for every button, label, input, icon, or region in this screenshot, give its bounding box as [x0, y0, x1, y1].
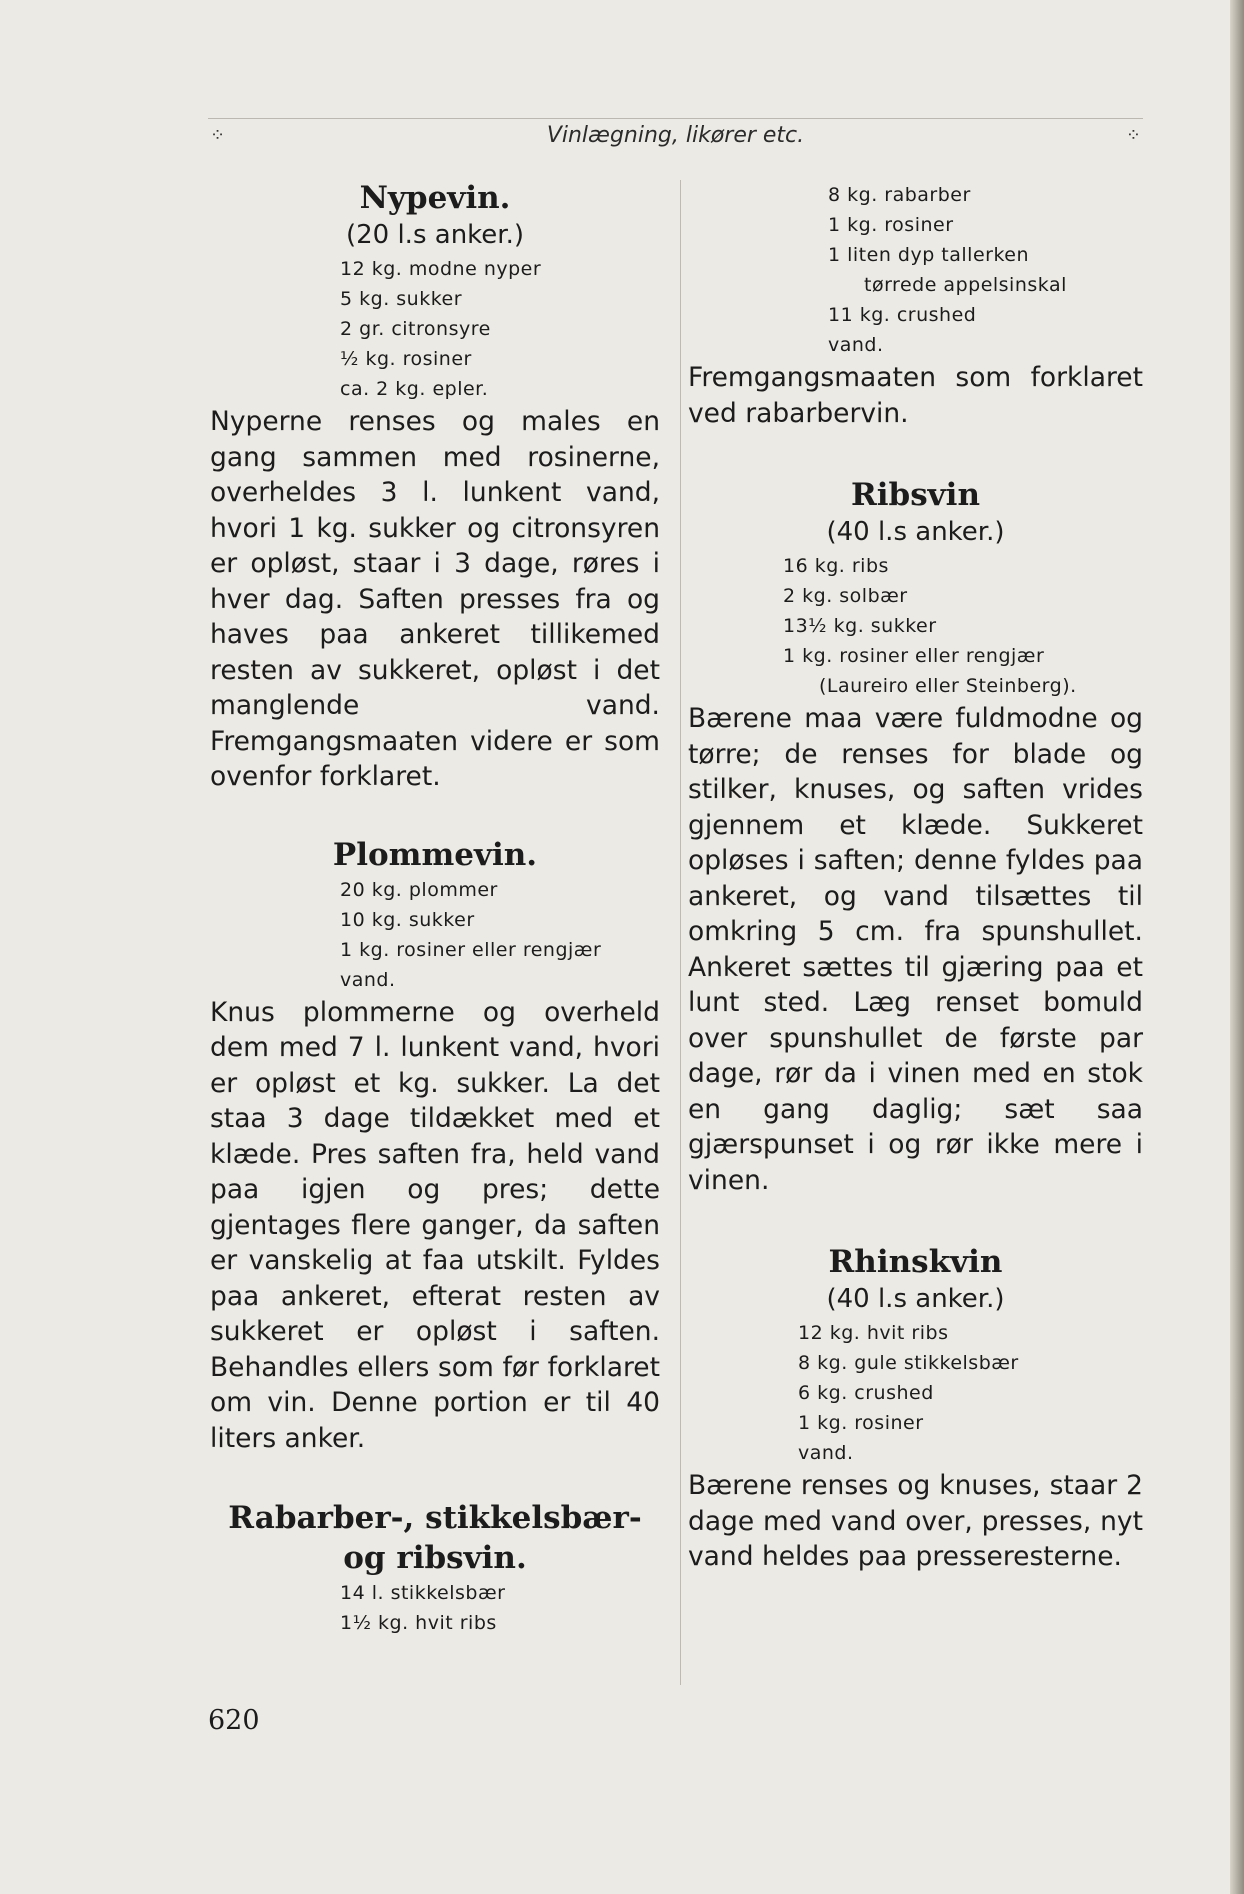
- recipe-title: Rhinskvin: [828, 1244, 1003, 1280]
- right-column: [688, 180, 1143, 1575]
- ingredient: 8 kg. gule stikkelsbær: [798, 1352, 1019, 1374]
- ingredient: 1 kg. rosiner eller rengjær: [340, 938, 602, 961]
- recipe-plommevin: [210, 835, 660, 1457]
- recipe-rabarber-continued: [688, 180, 1143, 431]
- ingredient: 1 kg. rosiner: [798, 1412, 924, 1434]
- ingredient: vand.: [340, 968, 396, 991]
- ingredient-list: [688, 1318, 1143, 1468]
- ingredient: 11 kg. crushed: [828, 304, 977, 326]
- recipe-ribsvin: [688, 475, 1143, 1198]
- ingredient: 20 kg. plommer: [340, 878, 498, 901]
- running-header: [208, 118, 1143, 153]
- page-number: 620: [208, 1705, 260, 1736]
- ingredient: tørrede appelsinskal: [864, 274, 1067, 296]
- recipe-rhinskvin: [688, 1242, 1143, 1575]
- ingredient-list: [210, 875, 660, 995]
- ingredient-list: [210, 254, 660, 404]
- running-header-title: Vinlægning, likører etc.: [546, 123, 805, 148]
- ingredient: ca. 2 kg. epler.: [340, 378, 489, 400]
- recipe-subtitle: (40 l.s anker.): [826, 1284, 1005, 1314]
- recipe-title: Nypevin.: [359, 180, 511, 216]
- ingredient: (Laureiro eller Steinberg).: [819, 675, 1077, 697]
- ingredient: 1½ kg. hvit ribs: [340, 1612, 497, 1634]
- ingredient-list: [210, 1578, 660, 1638]
- ingredient: 1 liten dyp tallerken: [828, 244, 1030, 266]
- recipe-text: Nyperne renses og males en gang sammen med rosinerne, overheldes 3 l. lunkent vand, hvori 1 kg. sukker og citronsyren er opløst, staar i 3 dage, røres i hver dag. Saften presses fra og haves paa ankeret tillikemed resten av sukkeret, opløst i det manglende vand. Fremgangsmaaten videre er som ovenfor forklaret.: [210, 406, 660, 792]
- recipe-title: Rabarber-, stikkelsbær- og ribsvin.: [228, 1500, 642, 1576]
- ingredient: 8 kg. rabarber: [828, 184, 971, 206]
- ingredient: 2 kg. solbær: [783, 585, 908, 607]
- ornament-left-icon: ⁘: [210, 125, 226, 146]
- ingredient: 1 kg. rosiner eller rengjær: [783, 645, 1045, 667]
- ingredient: ½ kg. rosiner: [340, 348, 472, 370]
- ingredient: 12 kg. hvit ribs: [798, 1322, 949, 1344]
- ingredient: 2 gr. citronsyre: [340, 318, 491, 340]
- ingredient: 1 kg. rosiner: [828, 214, 954, 236]
- ingredient: vand.: [828, 334, 884, 356]
- ornament-right-icon: ⁘: [1125, 125, 1141, 146]
- ingredient-list: [688, 180, 1143, 360]
- recipe-rabarber: [210, 1498, 660, 1638]
- recipe-text: Fremgangsmaaten som forklaret ved rabarbervin.: [688, 362, 1143, 429]
- ingredient: 10 kg. sukker: [340, 908, 475, 931]
- ingredient: 6 kg. crushed: [798, 1382, 934, 1404]
- ingredient: 5 kg. sukker: [340, 288, 463, 310]
- ingredient: 13½ kg. sukker: [783, 615, 937, 637]
- recipe-text: Knus plommerne og overheld dem med 7 l. lunkent vand, hvori er opløst et kg. sukker. La det staa 3 dage tildækket med et klæde. Pres saften fra, held vand paa igjen og pres; dette gjentages flere ganger, da saften er vanskelig at faa utskilt. Fyldes paa ankeret, efterat resten av sukkeret er opløst i saften. Behandles ellers som før forklaret om vin. Denne portion er til 40 liters anker.: [210, 996, 660, 1454]
- ingredient: 12 kg. modne nyper: [340, 258, 542, 280]
- recipe-subtitle: (40 l.s anker.): [826, 517, 1005, 547]
- recipe-text: Bærene maa være fuldmodne og tørre; de renses for blade og stilker, knuses, og saften vrides gjennem et klæde. Sukkeret opløses i saften; denne fyldes paa ankeret, og vand tilsættes til omkring 5 cm. fra spunshullet. Ankeret sættes til gjæring paa et lunt sted. Læg renset bomuld over spunshullet de første par dage, rør da i vinen med en stok en gang daglig; sæt saa gjærspunset i og rør ikke mere i vinen.: [688, 703, 1143, 1196]
- ingredient: 14 l. stikkelsbær: [340, 1582, 506, 1604]
- recipe-title: Plommevin.: [332, 836, 538, 873]
- ingredient: 16 kg. ribs: [783, 555, 889, 577]
- ingredient-list: [688, 551, 1143, 701]
- recipe-subtitle: (20 l.s anker.): [345, 220, 525, 250]
- column-divider: [680, 180, 681, 1685]
- ingredient: vand.: [798, 1442, 854, 1464]
- recipe-title: Ribsvin: [851, 477, 980, 513]
- recipe-text: Bærene renses og knuses, staar 2 dage med vand over, presses, nyt vand heldes paa presseresterne.: [688, 1470, 1143, 1572]
- recipe-nypevin: [210, 178, 660, 795]
- left-column: [210, 178, 660, 1638]
- page-edge: [1230, 0, 1244, 1894]
